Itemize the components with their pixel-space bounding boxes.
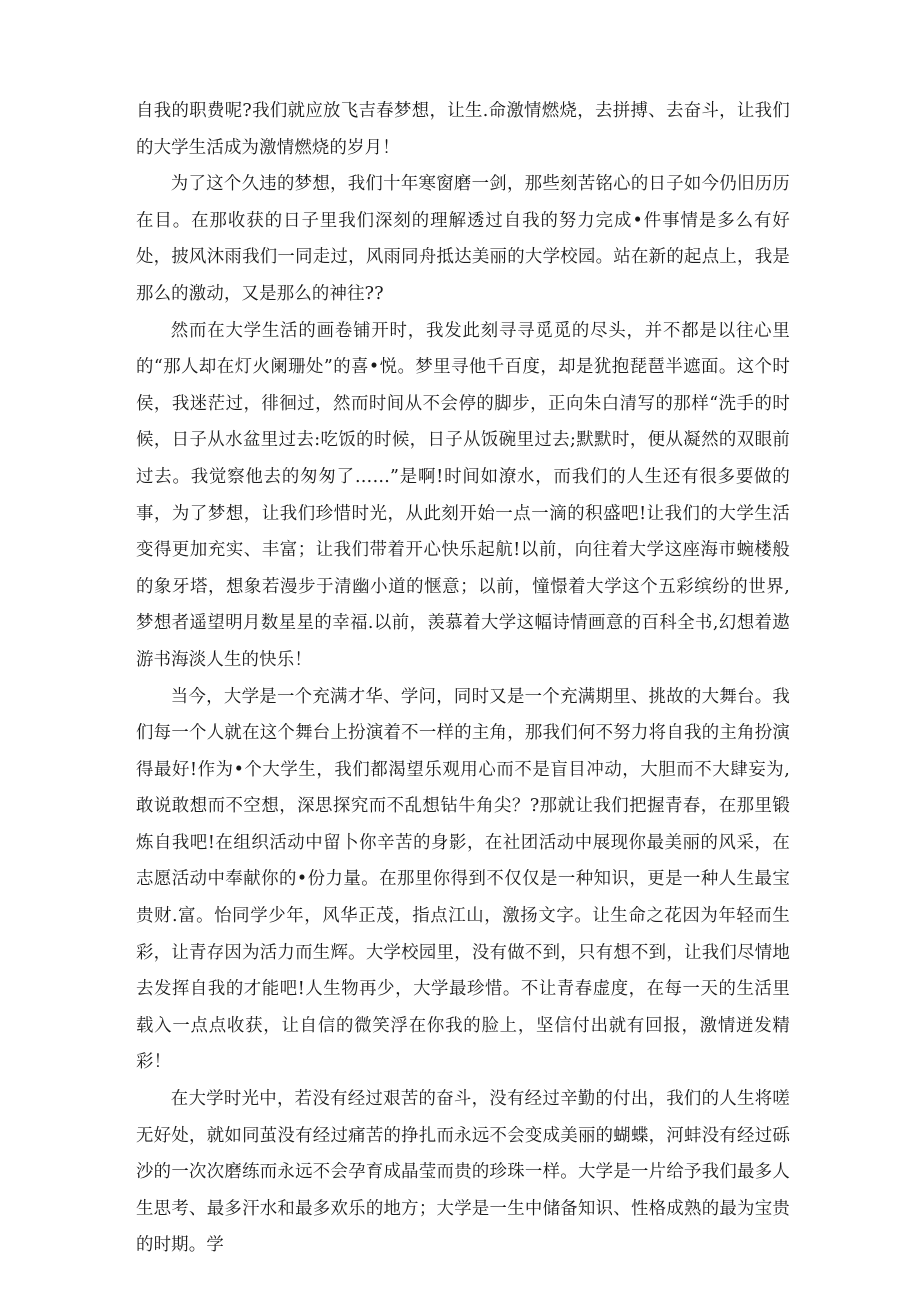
- paragraph-5: 在大学时光中，若没有经过艰苦的奋斗，没有经过辛勤的付出，我们的人生将嗟无好处，就如同茧没有经过痛苦的挣扎而永远不会变成美丽的蝴蝶，河蚌没有经过砾沙的一次次磨练而永远不会孕育成晶莹而贵的珍珠一样。大学是一片给予我们最多人生思考、最多汗水和最多欢乐的地方；大学是一生中储备知识、性格成熟的最为宝贵的时期。学: [136, 1089, 790, 1256]
- document-body: [136, 93, 790, 1264]
- paragraph-1: 自我的职费呢?我们就应放飞吉春梦想，让生.命激情燃烧，去拼搏、去奋斗，让我们的大学生活成为激情燃烧的岁月！: [136, 101, 790, 158]
- paragraph-2: 为了这个久违的梦想，我们十年寒窗磨一剑，那些刻苦铭心的日子如今仍旧历历在目。在那收获的日子里我们深刻的理解透过自我的努力完成•件事情是多么有好处，披风沐雨我们一同走过，风雨同舟抵达美丽的大学校园。站在新的起点上，我是那么的激动，又是那么的神往??: [136, 174, 790, 304]
- paragraph-4: 当今，大学是一个充满才华、学问，同时又是一个充满期里、挑故的大舞台。我们每一个人就在这个舞台上扮演着不一样的主角，那我们何不努力将自我的主角扮演得最好!作为•个大学生，我们都渴望乐观用心而不是盲目冲动，大胆而不大肆妄为,敢说敢想而不空想，深思探究而不乱想钻牛角尖？?那就让我们把握青春，在那里锻炼自我吧!在组织活动中留卜你辛苦的身影，在社团活动中展现你最美丽的风采，在志愿活动中奉献你的•份力量。在那里你得到不仅仅是一种知识，更是一种人生最宝贵财.富。怡同学少年，风华正茂，指点江山，激扬文字。让生命之花因为年轻而生彩，让青存因为活力而生辉。大学校园里，没有做不到，只有想不到，让我们尽情地去发挥自我的才能吧!人生物再少，大学最珍惜。不让青春虚度，在每一天的生活里载入一点点收获，让自信的微笑浮在你我的脸上，坚信付出就有回报，激情迸发精彩！: [136, 686, 790, 1073]
- paragraph-3: 然而在大学生活的画卷铺开时，我发此刻寻寻觅觅的尽头，并不都是以往心里的“那人却在灯火阑珊处”的喜•悦。梦里寻他千百度，却是犹抱琵琶半遮面。这个时侯，我迷茫过，徘徊过，然而时间从不会停的脚步，正向朱白清写的那样“洗手的时候，日子从水盆里过去:吃饭的时候，日子从饭碗里过去;默默时，便从凝然的双眼前过去。我觉察他去的匆匆了……”是啊!时间如潦水，而我们的人生还有很多要做的事，为了梦想，让我们珍惜时光，从此刻开始一点一滴的积盛吧!让我们的大学生活变得更加充实、丰富；让我们带着开心快乐起航!以前，向往着大学这座海市蜿楼般的象牙塔，想象若漫步于清幽小道的惬意；以前，憧憬着大学这个五彩缤纷的世界,梦想者遥望明月数星星的幸福.以前，羡慕着大学这幅诗情画意的百科全书,幻想着遨游书海淡人生的快乐！: [136, 320, 790, 670]
